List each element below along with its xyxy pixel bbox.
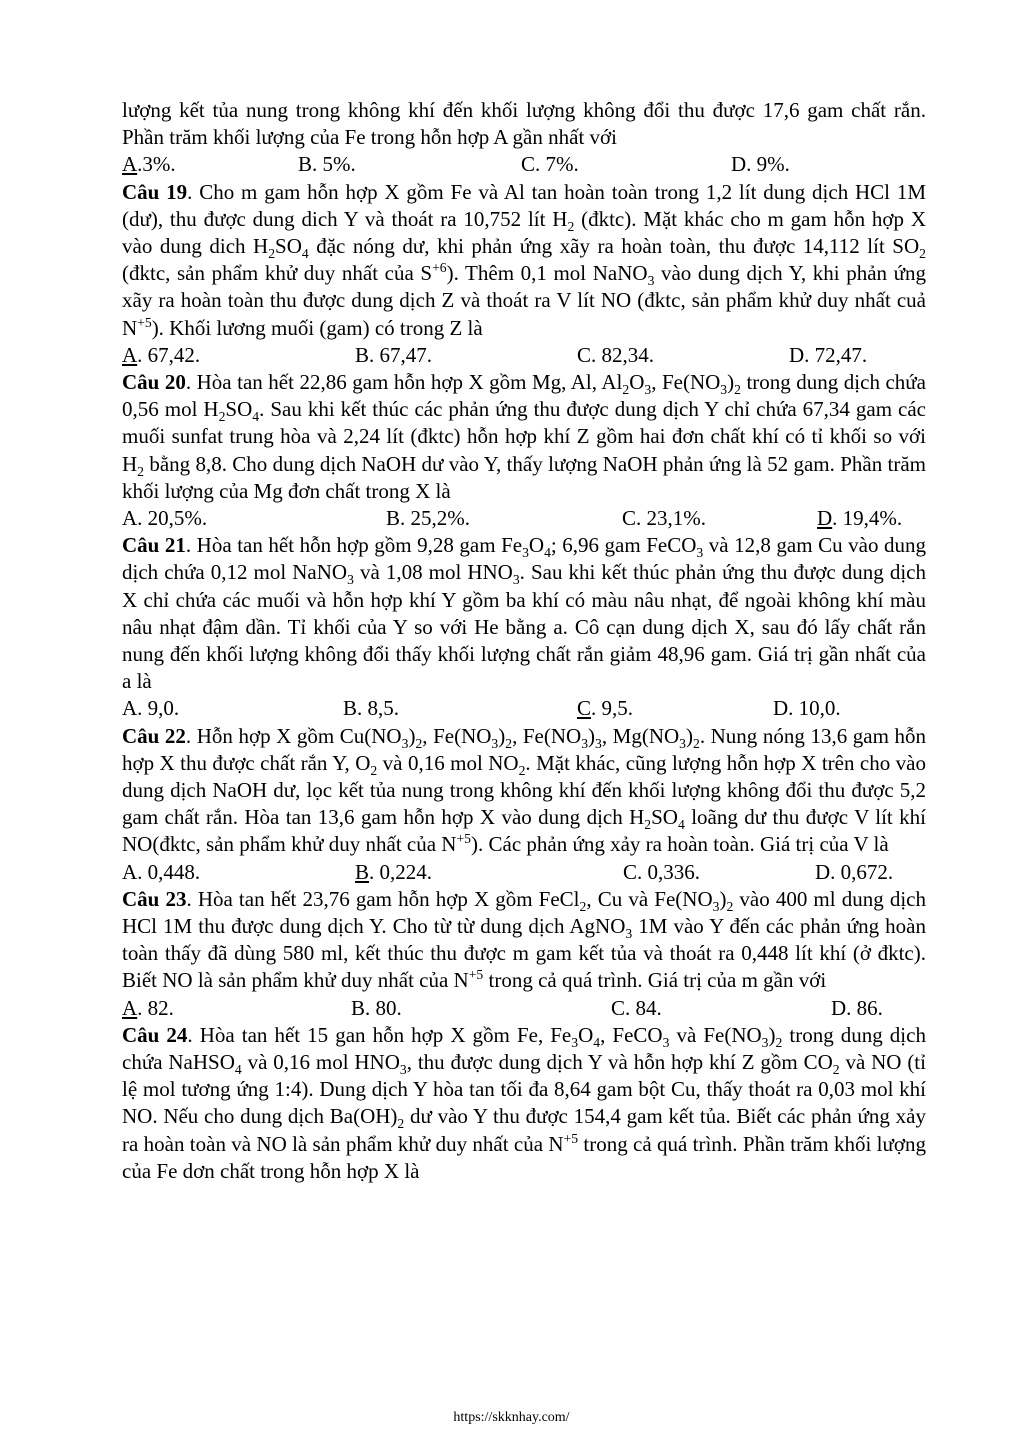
question-q20 bbox=[122, 369, 926, 505]
option-text: . 82. bbox=[137, 995, 174, 1020]
option-b bbox=[351, 995, 402, 1022]
option-letter: C bbox=[577, 696, 592, 721]
option-letter: D bbox=[789, 342, 805, 367]
option-c bbox=[577, 695, 633, 722]
option-letter: A bbox=[122, 152, 138, 177]
question-q24 bbox=[122, 1022, 926, 1185]
option-d bbox=[789, 342, 867, 369]
option-letter: C bbox=[611, 995, 626, 1020]
option-letter: B bbox=[355, 342, 370, 367]
question-q19 bbox=[122, 179, 926, 342]
option-text: . 0,672. bbox=[830, 859, 894, 884]
option-a bbox=[122, 505, 207, 532]
options-q19 bbox=[122, 342, 926, 369]
option-letter: C bbox=[521, 152, 536, 177]
question-q22 bbox=[122, 723, 926, 859]
question-text: . Hỗn hợp X gồm $Cu(NO_3)_2$, $Fe(NO_3)_2$, $Fe(NO_3)_3$, $Mg(NO_3)_2$. Nung nóng 13,6 gam hỗn hợp X thu được chất rắn Y, $O_2$ và 0,16 mol $NO_2$. Mặt khác, cũng lượng hỗn hợp X trên cho vào dung dịch NaOH dư, lọc kết tủa nung trong không khí đến khối lượng không đổi thu được 5,2 gam chất rắn. Hòa tan 13,6 gam hỗn hợp X vào dung dịch $H_2SO_4$ loãng dư thu được V lít khí NO(đktc, sản phẩm khử duy nhất của $N^{+5}$). Các phản ứng xảy ra hoàn toàn. Giá trị của V là bbox=[122, 723, 926, 857]
option-text: . 72,47. bbox=[804, 342, 868, 367]
option-c bbox=[622, 505, 706, 532]
option-text: . 20,5%. bbox=[137, 506, 208, 531]
question-q21 bbox=[122, 532, 926, 695]
option-text: . 23,1%. bbox=[636, 506, 707, 531]
option-letter: A bbox=[122, 506, 138, 531]
option-text: . 86. bbox=[846, 995, 883, 1020]
option-letter: A bbox=[122, 995, 138, 1020]
options-q20 bbox=[122, 505, 926, 532]
option-letter: D bbox=[815, 859, 831, 884]
option-letter: A bbox=[122, 696, 138, 721]
option-a bbox=[122, 151, 176, 178]
option-letter: C bbox=[623, 859, 638, 884]
option-b bbox=[343, 695, 399, 722]
option-letter: A bbox=[122, 859, 138, 884]
option-text: . 5%. bbox=[312, 152, 356, 177]
option-letter: A bbox=[122, 342, 138, 367]
document-page bbox=[122, 97, 926, 1185]
intro-options bbox=[122, 151, 926, 178]
question-label: Câu 21 bbox=[122, 533, 186, 558]
question-text: . Hòa tan hết 22,86 gam hỗn hợp X gồm Mg, Al, $Al_2O_3$, $Fe(NO_3)_2$ trong dung dịch chứa 0,56 mol $H_2SO_4$. Sau khi kết thúc các phản ứng thu được dung dịch Y chỉ chứa 67,34 gam các muối sunfat trung hòa và 2,24 lít (đktc) hỗn hợp khí Z gồm hai đơn chất khí có tỉ khối so với $H_2$ bằng 8,8. Cho dung dịch NaOH dư vào Y, thấy lượng NaOH phản ứng là 52 gam. Phần trăm khối lượng của Mg đơn chất trong X là bbox=[122, 370, 926, 503]
option-text: . 67,47. bbox=[369, 342, 433, 367]
option-text: . 0,336. bbox=[637, 859, 701, 884]
question-text: . Cho m gam hỗn hợp X gồm Fe và Al tan hoàn toàn trong 1,2 lít dung dịch HCl 1M (dư), thu được dung dich Y và thoát ra 10,752 lít $H_2$ (đktc). Mặt khác cho m gam hỗn hợp X vào dung dich $H_2SO_4$ đặc nóng dư, khi phản ứng xãy ra hoàn toàn, thu được 14,112 lít $SO_2$ (đktc, sản phẩm khử duy nhất của $S^{+6}$). Thêm 0,1 mol NaNO$_3$ vào dung dịch Y, khi phản ứng xãy ra hoàn toàn thu được dung dịch Z và thoát ra V lít NO (đktc, sản phẩm khử duy nhất cuả $N^{+5}$). Khối lương muối (gam) có trong Z là bbox=[122, 179, 926, 340]
option-c bbox=[521, 151, 579, 178]
question-text: . Hòa tan hết 23,76 gam hỗn hợp X gồm FeCl$_2$, Cu và $Fe(NO_3)_2$ vào 400 ml dung dịch HCl 1M thu được dung dịch Y. Cho từ từ dung dịch AgNO$_3$ 1M vào Y đến các phản ứng hoàn toàn thấy đã dùng 580 ml, kết thúc thu được m gam kết tủa và thoát ra 0,448 lít khí (ở đktc). Biết NO là sản phẩm khử duy nhất của $N^{+5}$ trong cả quá trình. Giá trị của m gần với bbox=[122, 886, 926, 993]
option-b bbox=[386, 505, 470, 532]
question-q23 bbox=[122, 886, 926, 995]
option-text: . 67,42. bbox=[137, 342, 201, 367]
option-d bbox=[731, 151, 790, 178]
option-text: . 0,224. bbox=[369, 859, 433, 884]
option-letter: D bbox=[731, 152, 747, 177]
option-d bbox=[773, 695, 841, 722]
option-text: . 9,5. bbox=[591, 696, 634, 721]
option-text: . 84. bbox=[625, 995, 662, 1020]
option-a bbox=[122, 859, 200, 886]
question-list bbox=[122, 179, 926, 1185]
option-c bbox=[623, 859, 700, 886]
question-label: Câu 24 bbox=[122, 1022, 188, 1047]
option-letter: D bbox=[831, 995, 847, 1020]
option-text: . 82,34. bbox=[591, 342, 655, 367]
option-text: . 80. bbox=[365, 995, 402, 1020]
question-text: . Hòa tan hết 15 gan hỗn hợp X gồm Fe, $Fe_3O_4$, FeCO$_3$ và $Fe(NO_3)_2$ trong dung dịch chứa NaHSO$_4$ và 0,16 mol $HNO_3$, thu được dung dịch Y và hỗn hợp khí Z gồm $CO_2$ và NO (tỉ lệ mol tương ứng 1:4). Dung dịch Y hòa tan tối đa 8,64 gam bột Cu, thấy thoát ra 0,03 mol khí NO. Nếu cho dung dịch $Ba(OH)_2$ dư vào Y thu được 154,4 gam kết tủa. Biết các phản ứng xảy ra hoàn toàn và NO là sản phẩm khử duy nhất của $N^{+5}$ trong cả quá trình. Phần trăm khối lượng của Fe dơn chất trong hỗn hợp X là bbox=[122, 1022, 927, 1183]
question-text: . Hòa tan hết hỗn hợp gồm 9,28 gam $Fe_3O_4$; 6,96 gam FeCO$_3$ và 12,8 gam Cu vào dung dịch chứa 0,12 mol NaNO$_3$ và 1,08 mol $HNO_3$. Sau khi kết thúc phản ứng thu được dung dịch X chỉ chứa các muối và hỗn hợp khí Y gồm ba khí có màu nâu nhạt, để ngoài không khí màu nâu nhạt đậm dần. Tỉ khối của Y so với He bằng a. Cô cạn dung dịch X, sau đó lấy chất rắn nung đến khối lượng không đổi thấy khối lượng chất rắn giảm 48,96 gam. Giá trị gần nhất của a là bbox=[122, 533, 926, 694]
question-label: Câu 20 bbox=[122, 370, 186, 394]
option-text: . 25,2%. bbox=[400, 506, 471, 531]
option-a bbox=[122, 695, 179, 722]
question-label: Câu 23 bbox=[122, 886, 187, 911]
option-text: . 19,4%. bbox=[832, 506, 903, 531]
option-d bbox=[815, 859, 893, 886]
option-c bbox=[611, 995, 662, 1022]
option-b bbox=[355, 342, 432, 369]
option-c bbox=[577, 342, 654, 369]
option-b bbox=[355, 859, 432, 886]
option-text: . 10,0. bbox=[788, 696, 841, 721]
option-a bbox=[122, 995, 174, 1022]
options-q23 bbox=[122, 995, 926, 1022]
option-text: . 8,5. bbox=[357, 696, 400, 721]
intro-text: lượng kết tủa nung trong không khí đến khối lượng không đổi thu được 17,6 gam chất rắn. Phần trăm khối lượng của Fe trong hỗn hợp A gần nhất với bbox=[122, 98, 926, 150]
option-letter: D bbox=[773, 696, 789, 721]
option-letter: C bbox=[622, 506, 637, 531]
question-label: Câu 22 bbox=[122, 723, 186, 748]
option-text: . 9,0. bbox=[137, 696, 180, 721]
option-b bbox=[298, 151, 356, 178]
option-letter: B bbox=[351, 995, 366, 1020]
option-letter: C bbox=[577, 342, 592, 367]
option-d bbox=[831, 995, 883, 1022]
option-text: . 9%. bbox=[746, 152, 790, 177]
option-a bbox=[122, 342, 200, 369]
option-text: . 7%. bbox=[535, 152, 579, 177]
option-text: .3%. bbox=[137, 152, 176, 177]
option-letter: B bbox=[298, 152, 313, 177]
footer-url: https://skknhay.com/ bbox=[453, 1410, 570, 1425]
option-letter: B bbox=[386, 506, 401, 531]
option-letter: B bbox=[343, 696, 358, 721]
option-letter: D bbox=[817, 506, 833, 531]
option-text: . 0,448. bbox=[137, 859, 201, 884]
options-q22 bbox=[122, 859, 926, 886]
option-letter: B bbox=[355, 859, 370, 884]
options-q21 bbox=[122, 695, 926, 722]
question-label: Câu 19 bbox=[122, 179, 188, 204]
option-d bbox=[817, 505, 902, 532]
